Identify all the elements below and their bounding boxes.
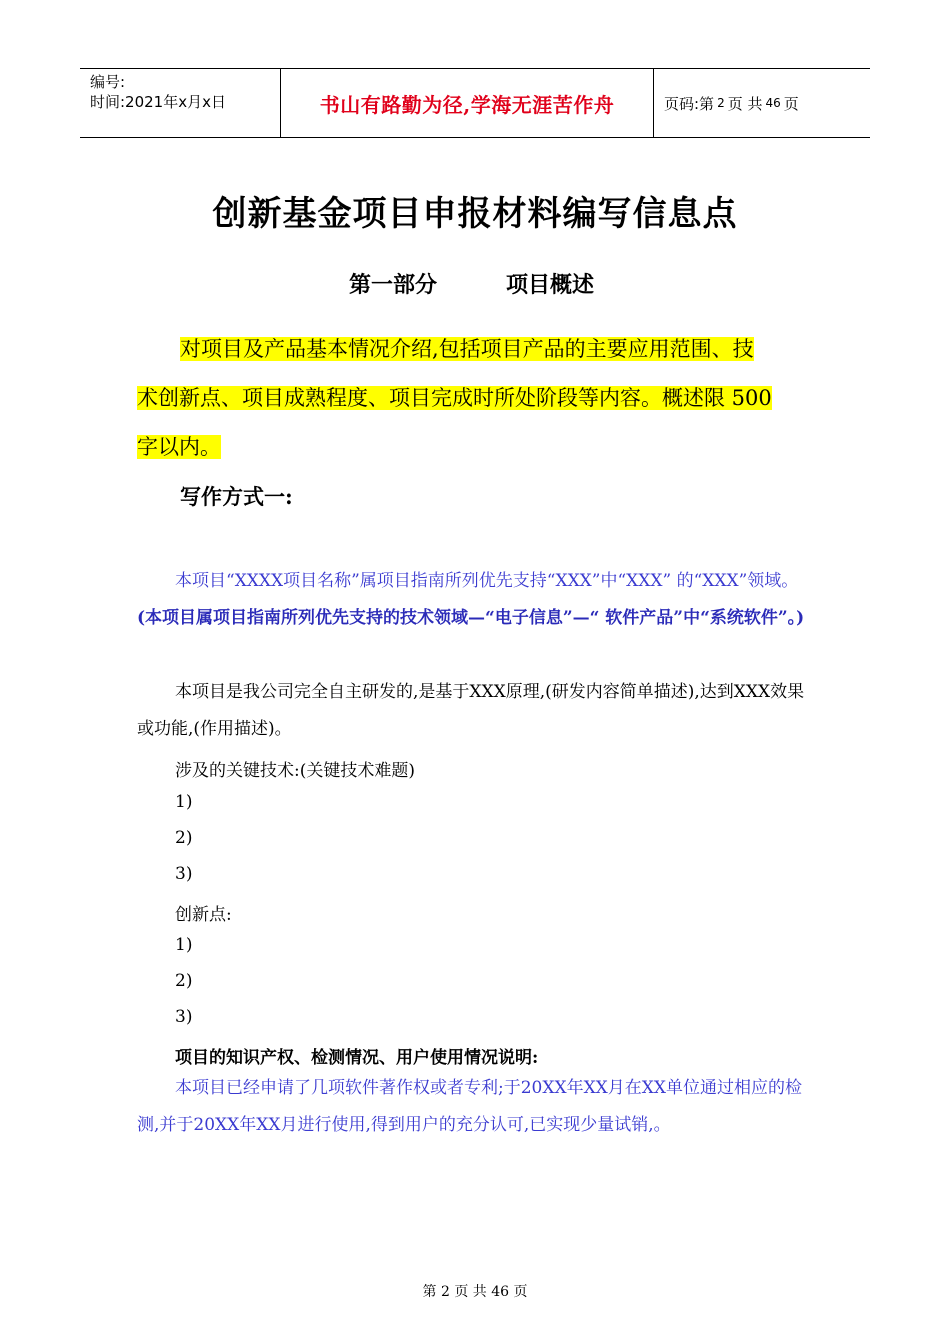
footer-current: 2 [440, 1284, 450, 1300]
intro-line: 术创新点、项目成熟程度、项目完成时所处阶段等内容。概述限 500 [137, 386, 772, 410]
motto: 书山有路勤为径,学海无涯苦作舟 [281, 69, 654, 137]
field-bold-text: (本项目属项目指南所列优先支持的技术领域—“电子信息”—“ 软件产品”中“系统软件”。) [137, 608, 805, 628]
key-tech-item: 1) [175, 792, 193, 812]
time-label: 时间:2021年x月x日 [90, 93, 226, 111]
innovation-item: 2) [175, 971, 193, 991]
part-number: 第一部分 [349, 272, 438, 298]
innovation-item: 1) [175, 935, 193, 955]
innovation-item: 3) [175, 1007, 193, 1027]
footer-total: 46 [491, 1284, 510, 1300]
field-text: 本项目“XXXX项目名称”属项目指南所列优先支持“XXX”中“XXX” 的“XXX”领域。 [175, 571, 799, 591]
page-total: 46 [765, 96, 781, 110]
header-meta-cell [80, 69, 281, 137]
document-title: 创新基金项目申报材料编写信息点 [212, 194, 738, 234]
key-tech-label: 涉及的关键技术:(关键技术难题) [175, 761, 415, 781]
number-label: 编号: [90, 73, 126, 91]
part-name: 项目概述 [506, 272, 595, 298]
header-page-info [664, 69, 799, 137]
ip-heading: 项目的知识产权、检测情况、用户使用情况说明: [175, 1048, 539, 1068]
intro-line: 字以内。 [137, 435, 221, 459]
header-table [80, 68, 870, 138]
ip-paragraph: 本项目已经申请了几项软件著作权或者专利;于20XX年XX月在XX单位通过相应的检测,并于20XX年XX月进行使用,得到用户的充分认可,已实现少量试销,。 [137, 1078, 802, 1135]
page-current: 2 [717, 96, 725, 110]
intro-paragraph [137, 325, 817, 472]
research-paragraph: 本项目是我公司完全自主研发的,是基于XXX原理,(研发内容简单描述),达到XXX效果或功能,(作用描述)。 [137, 682, 805, 739]
footer-suffix: 页 [513, 1284, 528, 1300]
key-tech-item: 3) [175, 864, 193, 884]
key-tech-item: 2) [175, 828, 193, 848]
intro-line: 对项目及产品基本情况介绍,包括项目产品的主要应用范围、技 [180, 337, 754, 361]
footer-mid: 页 共 [454, 1284, 487, 1300]
page-prefix: 页码:第 [664, 94, 715, 113]
field-paragraph [137, 563, 817, 637]
page-suffix: 页 [783, 94, 799, 113]
innovation-label: 创新点: [175, 905, 232, 925]
footer-prefix: 第 [422, 1284, 437, 1300]
page-mid: 页 共 [727, 94, 763, 113]
writing-style-heading: 写作方式一: [180, 484, 293, 509]
page-footer [0, 1281, 950, 1301]
